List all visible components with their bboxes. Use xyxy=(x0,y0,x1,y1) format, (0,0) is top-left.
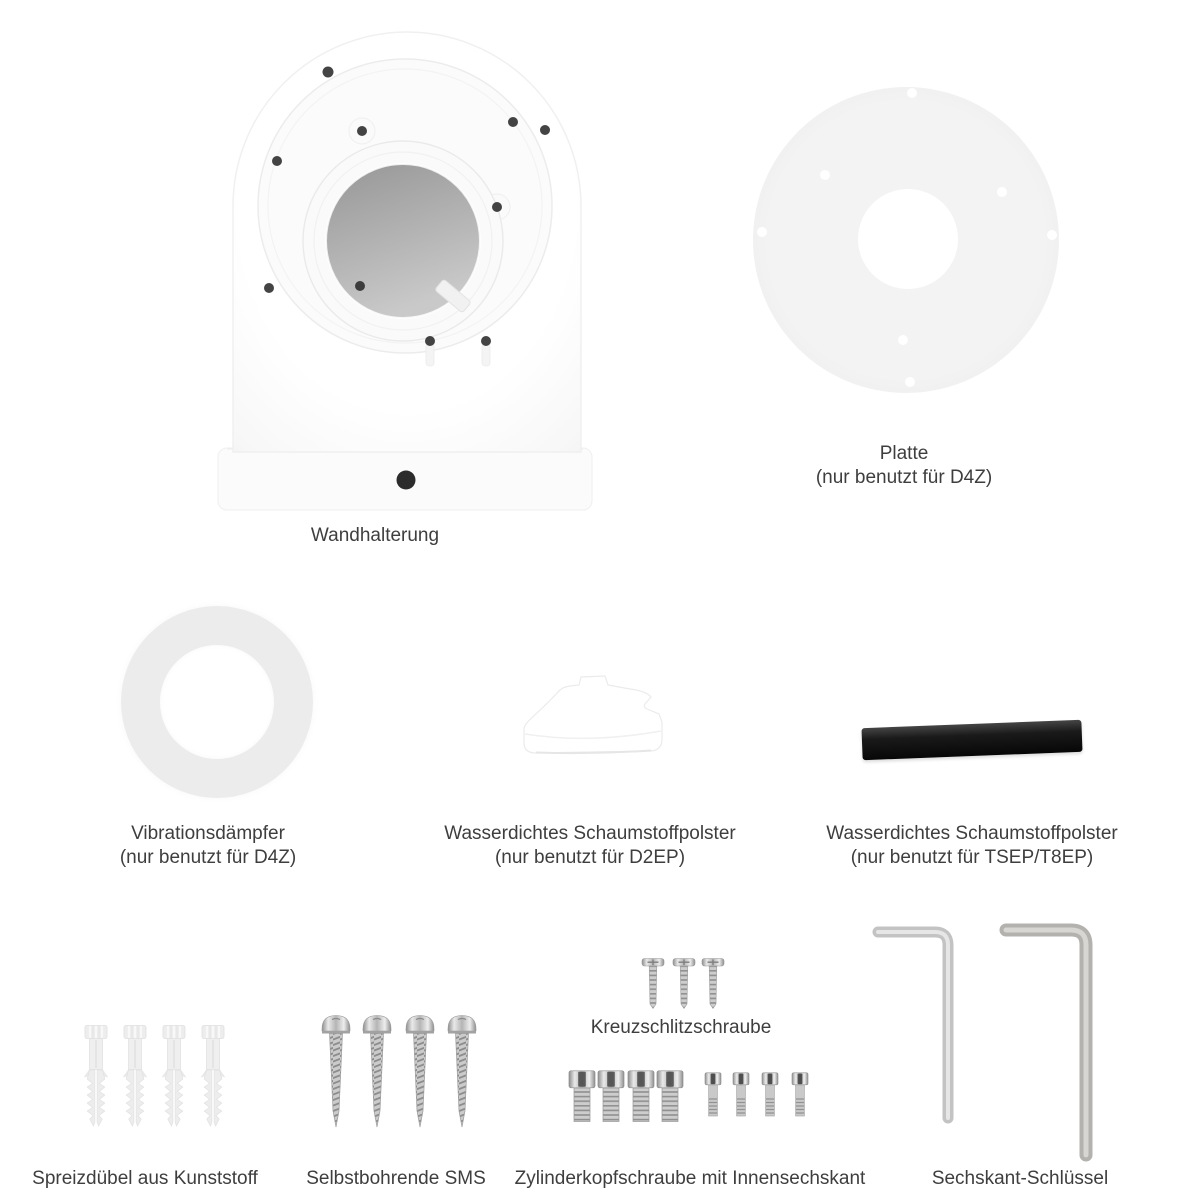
wall-mount-label xyxy=(225,524,525,548)
wall-mount-label-text: Wandhalterung xyxy=(310,525,440,546)
wall-anchors-figure xyxy=(78,1024,238,1135)
self-drilling-screws-label-text: Selbstbohrende SMS xyxy=(306,1168,486,1189)
foam-pad-d2ep-figure xyxy=(518,672,668,767)
foam-pad-d2ep-label-name: Wasserdichtes Schaumstoffpolster xyxy=(444,823,736,844)
wall-anchors-label-text: Spreizdübel aus Kunststoff xyxy=(32,1168,258,1189)
vibration-damper-label xyxy=(38,822,378,870)
foam-pad-tsep-label-name: Wasserdichtes Schaumstoffpolster xyxy=(826,823,1118,844)
foam-pad-d2ep-label xyxy=(400,822,780,870)
phillips-screws-label xyxy=(561,1016,801,1040)
plate-screw-hole xyxy=(997,187,1007,197)
plate-screw-hole xyxy=(757,227,767,237)
phillips-screws-label-text: Kreuzschlitzschraube xyxy=(590,1017,772,1038)
wall-anchors-label xyxy=(5,1167,285,1191)
wall-mount-figure xyxy=(215,28,595,519)
foam-pad-tsep-image xyxy=(861,720,1082,760)
socket-head-screws-image xyxy=(566,1068,816,1124)
self-drilling-screws-figure xyxy=(318,1010,483,1135)
foam-pad-d2ep-image xyxy=(518,672,668,762)
hex-keys-label-text: Sechskant-Schlüssel xyxy=(931,1168,1109,1189)
hex-keys-figure xyxy=(855,900,1105,1175)
plate-label-name: Platte xyxy=(879,443,929,464)
plate-center-hole xyxy=(858,189,958,289)
plate-screw-hole xyxy=(1047,230,1057,240)
socket-head-screws-label xyxy=(480,1167,900,1191)
vibration-damper-label-name: Vibrationsdämpfer xyxy=(131,823,285,844)
plate-screw-hole xyxy=(820,170,830,180)
self-drilling-screws-image xyxy=(318,1010,483,1130)
hex-key-small xyxy=(878,932,948,1118)
hex-keys-image xyxy=(855,900,1105,1170)
socket-head-screws-label-text: Zylinderkopfschraube mit Innensechskant xyxy=(514,1168,866,1189)
vibration-damper-label-note: (nur benutzt für D4Z) xyxy=(119,847,297,868)
foam-pad-d2ep-label-note: (nur benutzt für D2EP) xyxy=(494,847,686,868)
phillips-screws-image xyxy=(640,958,730,1012)
plate-label xyxy=(752,442,1056,490)
foam-pad-tsep-label-note: (nur benutzt für TSEP/T8EP) xyxy=(850,847,1094,868)
wall-anchors-image xyxy=(78,1024,238,1130)
plate-label-note: (nur benutzt für D4Z) xyxy=(815,467,993,488)
socket-head-screws-figure xyxy=(566,1068,816,1129)
plate-screw-hole xyxy=(898,335,908,345)
plate-screw-hole xyxy=(907,88,917,98)
wall-mount-image xyxy=(215,28,595,514)
plate-screw-hole xyxy=(905,377,915,387)
foam-pad-tsep-label xyxy=(782,822,1162,870)
hex-key-large xyxy=(1006,930,1086,1155)
phillips-screws-figure xyxy=(640,958,730,1017)
base-cable-hole xyxy=(397,471,416,490)
vibration-damper-image xyxy=(121,606,313,798)
hex-keys-label xyxy=(890,1167,1150,1191)
self-drilling-screws-label xyxy=(286,1167,506,1191)
